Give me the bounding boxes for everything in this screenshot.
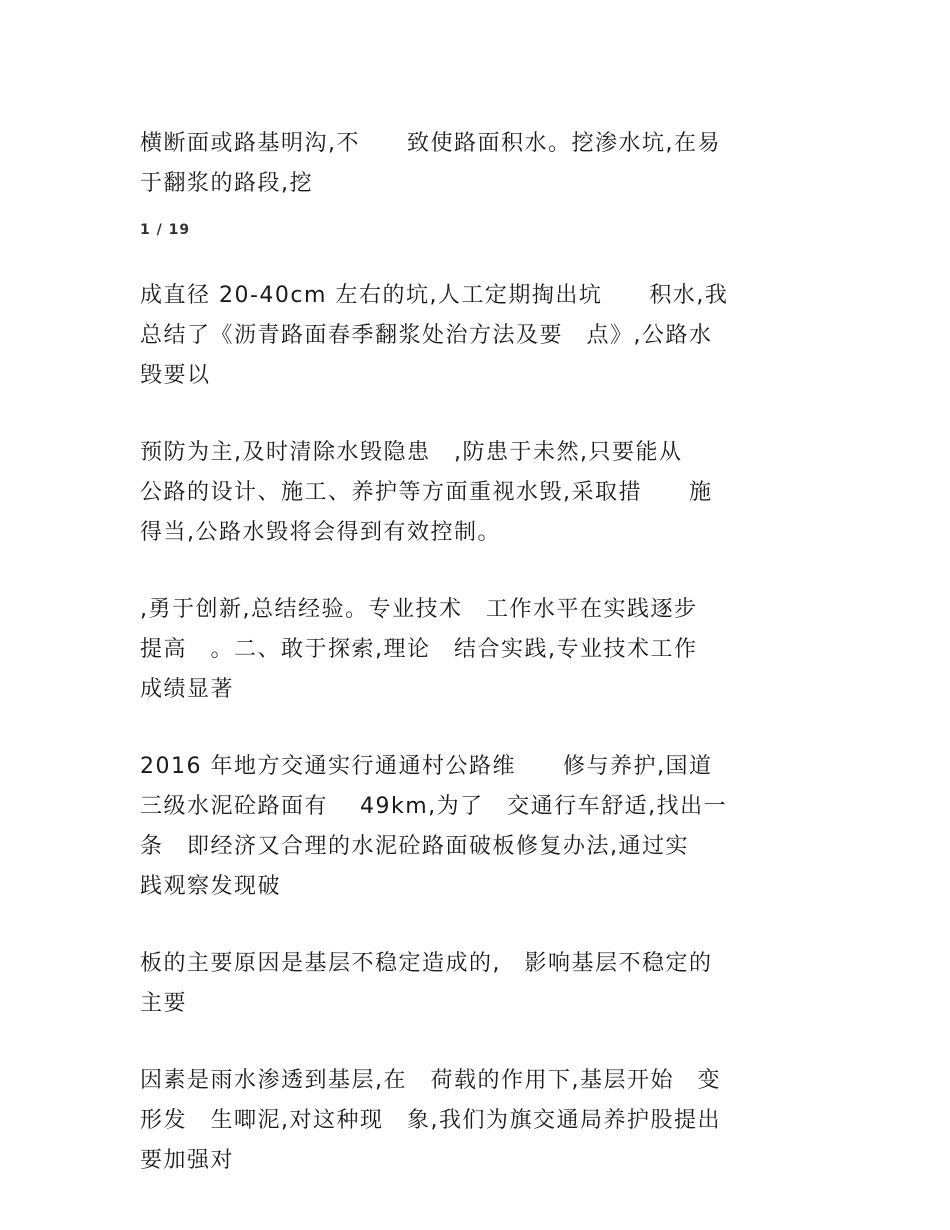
paragraph-5 [140, 747, 812, 907]
text-line: 形发 生唧泥,对这种现 象,我们为旗交通局养护股提出 [140, 1108, 721, 1133]
paragraph-4 [140, 590, 812, 710]
paragraph-1 [140, 124, 812, 204]
text-line: 主要 [140, 991, 188, 1016]
paragraph-3 [140, 433, 812, 553]
text-line: 公路的设计、施工、养护等方面重视水毁,采取措 施 [140, 480, 713, 505]
text-line: 成绩显著 [140, 677, 235, 702]
text-line: 要加强对 [140, 1148, 235, 1173]
text-line: 条 即经济又合理的水泥砼路面破板修复办法,通过实 [140, 834, 689, 859]
paragraph-6 [140, 944, 812, 1024]
text-line: 2016 年地方交通实行通通村公路维 修与养护,国道 [140, 754, 713, 779]
text-line: 因素是雨水渗透到基层,在 荷载的作用下,基层开始 变 [140, 1068, 721, 1093]
text-line: 得当,公路水毁将会得到有效控制。 [140, 520, 501, 545]
text-line: 板的主要原因是基层不稳定造成的, 影响基层不稳定的 [140, 951, 713, 976]
text-line: 横断面或路基明沟,不 致使路面积水。挖渗水坑,在易 [140, 131, 721, 156]
text-line: 于翻浆的路段,挖 [140, 171, 313, 196]
text-line: 毁要以 [140, 363, 211, 388]
text-line: 三级水泥砼路面有 49km,为了 交通行车舒适,找出一 [140, 794, 728, 819]
document-page [140, 124, 812, 1218]
text-line: 总结了《沥青路面春季翻浆处治方法及要 点》,公路水 [140, 323, 713, 348]
paragraph-2 [140, 276, 812, 396]
text-line: 践观察发现破 [140, 874, 282, 899]
text-line: 成直径 20-40cm 左右的坑,人工定期掏出坑 积水,我 [140, 283, 729, 308]
page-number: 1 / 19 [140, 222, 191, 238]
text-line: 预防为主,及时清除水毁隐患 ,防患于未然,只要能从 [140, 440, 683, 465]
text-line: 提高 。二、敢于探索,理论 结合实践,专业技术工作 [140, 637, 698, 662]
paragraph-7 [140, 1061, 812, 1181]
text-line: ,勇于创新,总结经验。专业技术 工作水平在实践逐步 [140, 597, 698, 622]
